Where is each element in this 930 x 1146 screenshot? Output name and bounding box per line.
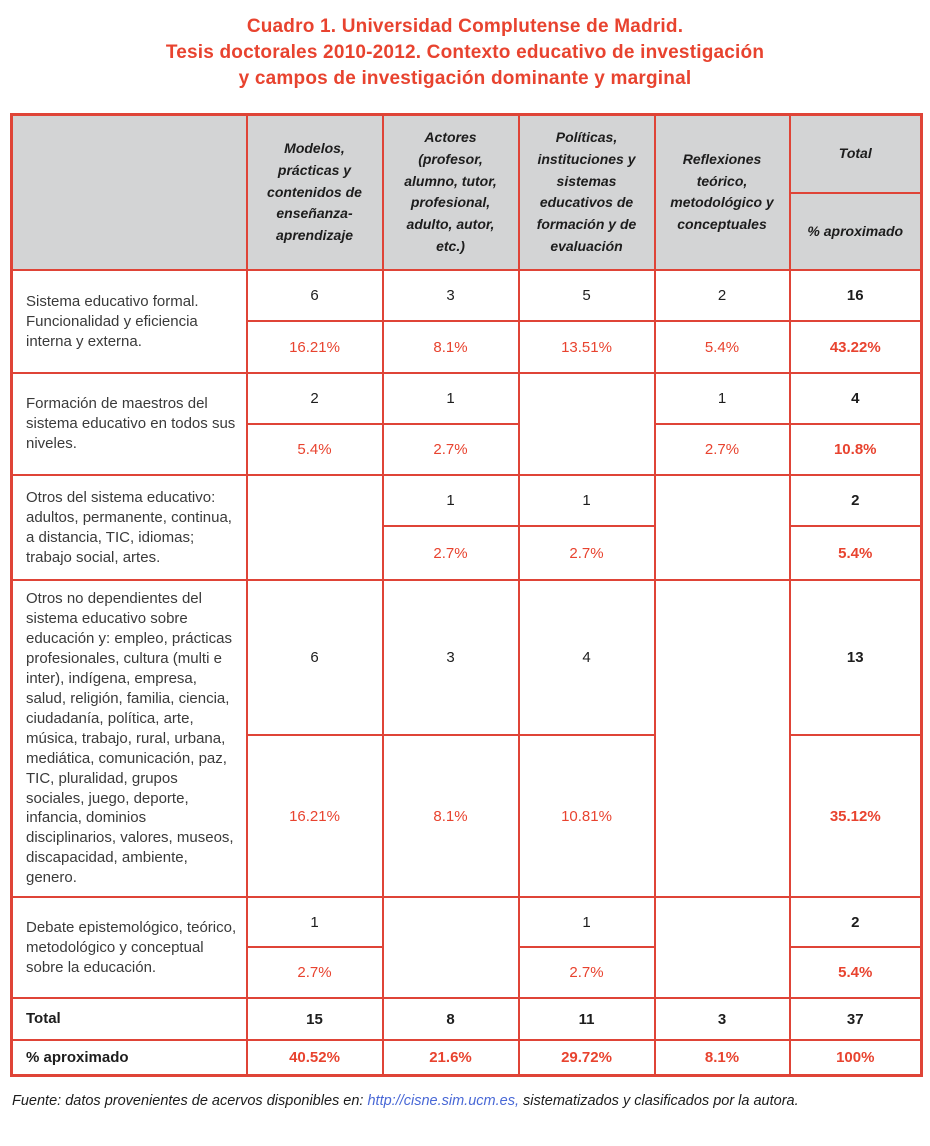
grand-total-cell: 8 bbox=[383, 998, 519, 1040]
total-percent-cell: 5.4% bbox=[790, 947, 922, 998]
percent-cell: 5.4% bbox=[655, 321, 790, 373]
row-label: Otros del sistema educativo: adultos, permanente, continua, a distancia, TIC, idiomas; trabajo social, artes. bbox=[12, 475, 247, 580]
grand-total-cell: 11 bbox=[519, 998, 655, 1040]
grand-percent-cell: 40.52% bbox=[247, 1040, 383, 1076]
grand-percent-cell: 100% bbox=[790, 1040, 922, 1076]
percent-cell: 8.1% bbox=[383, 735, 519, 897]
grand-percent-cell: 29.72% bbox=[519, 1040, 655, 1076]
grand-total-label: Total bbox=[12, 998, 247, 1040]
grand-percent-cell: 8.1% bbox=[655, 1040, 790, 1076]
count-cell: 6 bbox=[247, 580, 383, 735]
count-cell: 6 bbox=[247, 270, 383, 321]
empty-cell bbox=[655, 897, 790, 998]
row-label: Otros no dependientes del sistema educativo sobre educación y: empleo, prácticas profesionales, cultura (multi e inter), indígena, empresa, salud, religión, familia, ciencia, ciudadanía, política, arte, música, trabajo, rural, urbana, mediática, comunicación, paz, TIC, pluralidad, grupos sociales, juego, deporte, infancia, dominios disciplinarios, valores, museos, discapacidad, ambiente, genero. bbox=[12, 580, 247, 897]
count-cell: 1 bbox=[519, 475, 655, 526]
source-prefix: Fuente: datos provenientes de acervos disponibles en: bbox=[12, 1093, 368, 1110]
percent-cell: 5.4% bbox=[247, 424, 383, 475]
empty-cell bbox=[247, 475, 383, 580]
header-row bbox=[12, 114, 922, 193]
count-cell: 3 bbox=[383, 270, 519, 321]
total-percent-cell: 35.12% bbox=[790, 735, 922, 897]
count-cell: 1 bbox=[655, 373, 790, 424]
count-cell: 1 bbox=[519, 897, 655, 947]
count-cell: 1 bbox=[383, 373, 519, 424]
percent-cell: 16.21% bbox=[247, 735, 383, 897]
total-percent-cell: 43.22% bbox=[790, 321, 922, 373]
grand-total-row bbox=[12, 998, 922, 1040]
count-cell: 5 bbox=[519, 270, 655, 321]
title-line-1: Cuadro 1. Universidad Complutense de Madrid. bbox=[246, 16, 684, 37]
row-label: Sistema educativo formal. Funcionalidad y eficiencia interna y externa. bbox=[12, 270, 247, 373]
header-total-percent: % aproximado bbox=[790, 193, 922, 270]
grand-total-cell: 15 bbox=[247, 998, 383, 1040]
table-row bbox=[12, 580, 922, 735]
row-label: Formación de maestros del sistema educativo en todos sus niveles. bbox=[12, 373, 247, 475]
header-total: Total bbox=[790, 114, 922, 193]
table-row bbox=[12, 373, 922, 424]
row-label: Debate epistemológico, teórico, metodológico y conceptual sobre la educación. bbox=[12, 897, 247, 998]
percent-cell: 2.7% bbox=[519, 526, 655, 580]
percent-cell: 8.1% bbox=[383, 321, 519, 373]
grand-total-cell: 37 bbox=[790, 998, 922, 1040]
title-line-2: Tesis doctorales 2010-2012. Contexto educativo de investigación bbox=[165, 42, 765, 64]
header-modelos: Modelos, prácticas y contenidos de enseñanza-aprendizaje bbox=[247, 114, 383, 270]
total-count-cell: 2 bbox=[790, 897, 922, 947]
source-suffix: sistematizados y clasificados por la autora. bbox=[518, 1093, 799, 1110]
empty-cell bbox=[655, 580, 790, 897]
count-cell: 1 bbox=[383, 475, 519, 526]
total-count-cell: 16 bbox=[790, 270, 922, 321]
header-empty-cell bbox=[12, 114, 247, 270]
empty-cell bbox=[655, 475, 790, 580]
percent-cell: 2.7% bbox=[247, 947, 383, 998]
total-percent-cell: 10.8% bbox=[790, 424, 922, 475]
percent-cell: 2.7% bbox=[383, 526, 519, 580]
total-count-cell: 2 bbox=[790, 475, 922, 526]
header-actores: Actores (profesor, alumno, tutor, profesional, adulto, autor, etc.) bbox=[383, 114, 519, 270]
header-politicas: Políticas, instituciones y sistemas educativos de formación y de evaluación bbox=[519, 114, 655, 270]
count-cell: 3 bbox=[383, 580, 519, 735]
total-count-cell: 13 bbox=[790, 580, 922, 735]
total-percent-cell: 5.4% bbox=[790, 526, 922, 580]
title-line-3: y campos de investigación dominante y marginal bbox=[238, 68, 692, 90]
empty-cell bbox=[519, 373, 655, 475]
percent-cell: 2.7% bbox=[383, 424, 519, 475]
percent-cell: 10.81% bbox=[519, 735, 655, 897]
grand-total-cell: 3 bbox=[655, 998, 790, 1040]
source-note bbox=[12, 1093, 930, 1109]
table-row bbox=[12, 897, 922, 947]
table-title bbox=[20, 14, 910, 93]
count-cell: 2 bbox=[655, 270, 790, 321]
table-row bbox=[12, 475, 922, 526]
percent-cell: 2.7% bbox=[655, 424, 790, 475]
percent-cell: 13.51% bbox=[519, 321, 655, 373]
grand-percent-label: % aproximado bbox=[12, 1040, 247, 1076]
header-reflexiones: Reflexiones teórico, metodológico y conceptuales bbox=[655, 114, 790, 270]
percent-cell: 2.7% bbox=[519, 947, 655, 998]
count-cell: 1 bbox=[247, 897, 383, 947]
count-cell: 4 bbox=[519, 580, 655, 735]
empty-cell bbox=[383, 897, 519, 998]
count-cell: 2 bbox=[247, 373, 383, 424]
total-count-cell: 4 bbox=[790, 373, 922, 424]
grand-percent-row bbox=[12, 1040, 922, 1076]
percent-cell: 16.21% bbox=[247, 321, 383, 373]
table-row bbox=[12, 270, 922, 321]
grand-percent-cell: 21.6% bbox=[383, 1040, 519, 1076]
source-link[interactable]: http://cisne.sim.ucm.es, bbox=[367, 1093, 519, 1110]
data-table bbox=[10, 113, 923, 1078]
